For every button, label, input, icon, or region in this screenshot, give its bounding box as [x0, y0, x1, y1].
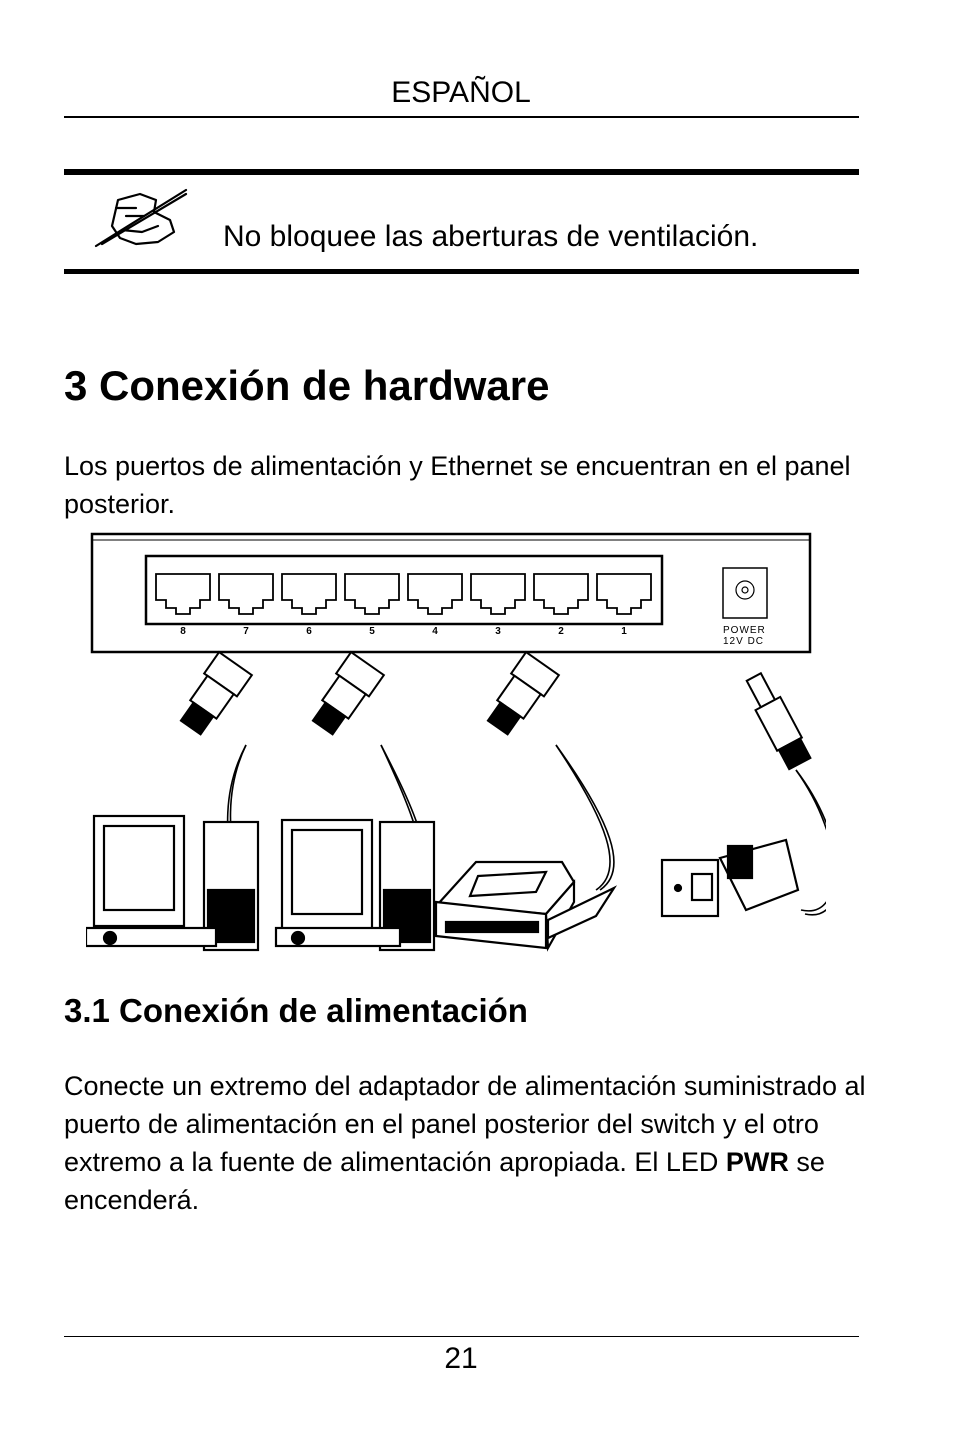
pwr-led-label: PWR [725, 1147, 789, 1177]
computer [86, 816, 258, 950]
port-number-label: 8 [180, 626, 186, 637]
footer-rule [64, 1336, 859, 1337]
note-bottom-rule [64, 269, 859, 274]
note-text: No bloquee las aberturas de ventilación. [223, 220, 759, 253]
hardware-connection-figure [86, 530, 826, 955]
subsection-title: 3.1 Conexión de alimentación [64, 992, 528, 1029]
note-top-rule [64, 169, 859, 175]
port-number-label: 3 [495, 626, 501, 637]
port-number-label: 2 [558, 626, 564, 637]
running-header: ESPAÑOL [391, 76, 531, 109]
section-body: Los puertos de alimentación y Ethernet se encuentran en el panel posterior. [64, 451, 851, 519]
computer [276, 820, 434, 950]
body-text: Conecte un extremo del adaptador de alimentación suministrado al puerto de alimentación en el panel posterior del switch y el otro extremo a la fuente de alimentación apropiada. El LED [64, 1071, 866, 1177]
dc-power-plug [741, 670, 812, 770]
power-label: POWER [723, 625, 766, 636]
ethernet-plug [174, 652, 252, 739]
body-text-end: se encenderá. [64, 1147, 825, 1215]
wall-outlet-adapter [662, 840, 798, 916]
pen-hand-note-icon [92, 186, 190, 250]
section-title: 3 Conexión de hardware [64, 362, 550, 409]
port-number-label: 5 [369, 626, 375, 637]
printer [436, 862, 614, 948]
ethernet-plug [481, 652, 559, 739]
port-number-label: 4 [432, 626, 438, 637]
ethernet-plug [306, 652, 384, 739]
port-number-label: 6 [306, 626, 312, 637]
subsection-body [64, 1067, 884, 1219]
power-voltage-label: 12V DC [723, 636, 765, 647]
port-number-label: 1 [621, 626, 627, 637]
port-number-label: 7 [243, 626, 249, 637]
header-rule [64, 116, 859, 118]
page-number: 21 [444, 1342, 478, 1375]
